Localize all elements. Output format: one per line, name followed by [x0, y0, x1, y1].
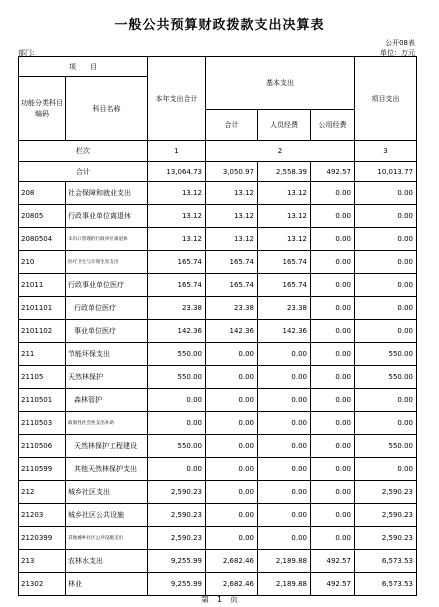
row-code: 21105: [19, 366, 66, 389]
row-personnel: 0.00: [258, 412, 311, 435]
row-total: 165.74: [148, 274, 206, 297]
row-basic-total: 13.12: [206, 228, 258, 251]
row-total: 2,590.23: [148, 481, 206, 504]
row-basic-total: 0.00: [206, 412, 258, 435]
grand-total-label: 合计: [19, 162, 148, 182]
row-personnel: 0.00: [258, 343, 311, 366]
row-project: 6,573.53: [355, 573, 417, 596]
row-public: 0.00: [311, 274, 355, 297]
row-project: 0.00: [355, 320, 417, 343]
row-code: 21011: [19, 274, 66, 297]
header-public-funds: 公用经费: [311, 110, 355, 141]
row-personnel: 13.12: [258, 205, 311, 228]
row-name: 天然林保护: [66, 366, 148, 389]
row-total: 13.12: [148, 182, 206, 205]
row-project: 6,573.53: [355, 550, 417, 573]
row-personnel: 2,189.88: [258, 550, 311, 573]
grand-total-basic: 3,050.97: [206, 162, 258, 182]
row-total: 13.12: [148, 228, 206, 251]
row-project: 2,590.23: [355, 481, 417, 504]
row-name: 行政单位医疗: [66, 297, 148, 320]
row-basic-total: 0.00: [206, 366, 258, 389]
row-code: 2120399: [19, 527, 66, 550]
table-row: [19, 274, 417, 297]
row-personnel: 0.00: [258, 435, 311, 458]
row-personnel: 0.00: [258, 504, 311, 527]
row-total: 13.12: [148, 205, 206, 228]
table-row: [19, 320, 417, 343]
expenditure-table: [18, 56, 417, 596]
row-public: 0.00: [311, 435, 355, 458]
row-basic-total: 0.00: [206, 504, 258, 527]
form-number: 公开08表: [385, 39, 415, 47]
row-public: 0.00: [311, 182, 355, 205]
row-basic-total: 0.00: [206, 481, 258, 504]
table-row: [19, 458, 417, 481]
row-total: 0.00: [148, 458, 206, 481]
row-name: 行政事业单位离退休: [66, 205, 148, 228]
table-row: [19, 297, 417, 320]
row-public: 0.00: [311, 412, 355, 435]
row-total: 550.00: [148, 366, 206, 389]
row-personnel: 13.12: [258, 182, 311, 205]
row-name: 行政事业单位医疗: [66, 274, 148, 297]
row-code: 2110501: [19, 389, 66, 412]
row-project: 550.00: [355, 435, 417, 458]
header-subject-name: 科目名称: [66, 77, 148, 141]
row-name: 其他城乡社区公共设施支出: [66, 527, 148, 550]
header-col3: 3: [355, 141, 417, 162]
row-name: 节能环保支出: [66, 343, 148, 366]
row-basic-total: 0.00: [206, 343, 258, 366]
row-personnel: 0.00: [258, 481, 311, 504]
row-name: 事业单位医疗: [66, 320, 148, 343]
table-row: [19, 205, 417, 228]
row-public: 492.57: [311, 573, 355, 596]
row-project: 0.00: [355, 251, 417, 274]
header-col1: 1: [148, 141, 206, 162]
header-personnel: 人员经费: [258, 110, 311, 141]
row-personnel: 0.00: [258, 527, 311, 550]
row-name: 林业: [66, 573, 148, 596]
table-row: [19, 343, 417, 366]
row-basic-total: 0.00: [206, 527, 258, 550]
row-total: 23.38: [148, 297, 206, 320]
row-total: 165.74: [148, 251, 206, 274]
table-row: [19, 228, 417, 251]
row-project: 0.00: [355, 389, 417, 412]
table-row: [19, 251, 417, 274]
row-name: 社会保障和就业支出: [66, 182, 148, 205]
row-code: 21203: [19, 504, 66, 527]
header-project: 项目支出: [355, 57, 417, 141]
row-personnel: 13.12: [258, 228, 311, 251]
row-personnel: 142.36: [258, 320, 311, 343]
row-project: 2,590.23: [355, 527, 417, 550]
row-project: 0.00: [355, 274, 417, 297]
row-total: 142.36: [148, 320, 206, 343]
table-row: [19, 527, 417, 550]
row-code: 213: [19, 550, 66, 573]
grand-total-total: 13,064.73: [148, 162, 206, 182]
row-code: 211: [19, 343, 66, 366]
row-name: 其他天然林保护支出: [66, 458, 148, 481]
row-name: 森林管护: [66, 389, 148, 412]
row-project: 0.00: [355, 228, 417, 251]
row-basic-total: 13.12: [206, 205, 258, 228]
row-public: 492.57: [311, 550, 355, 573]
row-total: 0.00: [148, 412, 206, 435]
grand-total-project: 10,013.77: [355, 162, 417, 182]
header-item: 项 目: [19, 57, 148, 77]
row-public: 0.00: [311, 297, 355, 320]
row-public: 0.00: [311, 504, 355, 527]
row-code: 210: [19, 251, 66, 274]
table-row: [19, 389, 417, 412]
row-project: 0.00: [355, 205, 417, 228]
grand-total-public: 492.57: [311, 162, 355, 182]
table-row: [19, 182, 417, 205]
row-basic-total: 165.74: [206, 251, 258, 274]
row-name: 农林水支出: [66, 550, 148, 573]
row-total: 2,590.23: [148, 504, 206, 527]
row-public: 0.00: [311, 389, 355, 412]
row-code: 2110506: [19, 435, 66, 458]
header-row-order: 栏次: [19, 141, 148, 162]
grand-total-personnel: 2,558.39: [258, 162, 311, 182]
row-public: 0.00: [311, 320, 355, 343]
header-col2: 2: [206, 141, 355, 162]
row-total: 2,590.23: [148, 527, 206, 550]
row-project: 0.00: [355, 412, 417, 435]
row-personnel: 23.38: [258, 297, 311, 320]
row-basic-total: 13.12: [206, 182, 258, 205]
report-title: 一般公共预算财政拨款支出决算表: [114, 18, 325, 33]
row-basic-total: 0.00: [206, 435, 258, 458]
row-project: 550.00: [355, 343, 417, 366]
row-personnel: 2,189.88: [258, 573, 311, 596]
row-total: 0.00: [148, 389, 206, 412]
header-total-this-year: 本年支出合计: [148, 57, 206, 141]
table-row: [19, 550, 417, 573]
table-row: [19, 435, 417, 458]
row-public: 0.00: [311, 458, 355, 481]
table-row: [19, 412, 417, 435]
row-project: 0.00: [355, 182, 417, 205]
header-func-code: 功能分类科目编码: [19, 77, 66, 141]
header-basic: 基本支出: [206, 57, 355, 110]
row-total: 9,255.99: [148, 573, 206, 596]
row-public: 0.00: [311, 205, 355, 228]
row-total: 550.00: [148, 343, 206, 366]
row-code: 21302: [19, 573, 66, 596]
table-row: [19, 366, 417, 389]
row-public: 0.00: [311, 251, 355, 274]
row-name: 城乡社区支出: [66, 481, 148, 504]
table-row: [19, 573, 417, 596]
row-public: 0.00: [311, 366, 355, 389]
row-total: 550.00: [148, 435, 206, 458]
row-code: 2110503: [19, 412, 66, 435]
row-personnel: 0.00: [258, 389, 311, 412]
grand-total-row: [19, 162, 417, 182]
table-row: [19, 504, 417, 527]
row-basic-total: 23.38: [206, 297, 258, 320]
row-code: 208: [19, 182, 66, 205]
row-basic-total: 142.36: [206, 320, 258, 343]
row-code: 2110599: [19, 458, 66, 481]
row-basic-total: 0.00: [206, 458, 258, 481]
row-project: 550.00: [355, 366, 417, 389]
row-name: 政策性社会性支出补助: [66, 412, 148, 435]
row-public: 0.00: [311, 481, 355, 504]
unit-label: 单位：万元: [380, 49, 415, 57]
row-code: 20805: [19, 205, 66, 228]
header-basic-total: 合计: [206, 110, 258, 141]
row-personnel: 0.00: [258, 366, 311, 389]
page-number: 第 1 页: [200, 595, 239, 604]
row-name: 天然林保护工程建设: [66, 435, 148, 458]
row-total: 9,255.99: [148, 550, 206, 573]
row-name: 未归口管理的行政单位离退休: [66, 228, 148, 251]
row-code: 2101102: [19, 320, 66, 343]
department-label: 部门:: [18, 49, 35, 57]
row-basic-total: 2,682.46: [206, 550, 258, 573]
row-personnel: 165.74: [258, 251, 311, 274]
row-project: 2,590.23: [355, 504, 417, 527]
row-project: 0.00: [355, 458, 417, 481]
row-public: 0.00: [311, 527, 355, 550]
row-code: 2080504: [19, 228, 66, 251]
row-personnel: 165.74: [258, 274, 311, 297]
row-basic-total: 0.00: [206, 389, 258, 412]
row-code: 212: [19, 481, 66, 504]
row-name: 城乡社区公共设施: [66, 504, 148, 527]
row-public: 0.00: [311, 228, 355, 251]
row-name: 医疗卫生与计划生育支出: [66, 251, 148, 274]
row-personnel: 0.00: [258, 458, 311, 481]
row-project: 0.00: [355, 297, 417, 320]
row-basic-total: 2,682.46: [206, 573, 258, 596]
row-public: 0.00: [311, 343, 355, 366]
row-basic-total: 165.74: [206, 274, 258, 297]
table-row: [19, 481, 417, 504]
row-code: 2101101: [19, 297, 66, 320]
